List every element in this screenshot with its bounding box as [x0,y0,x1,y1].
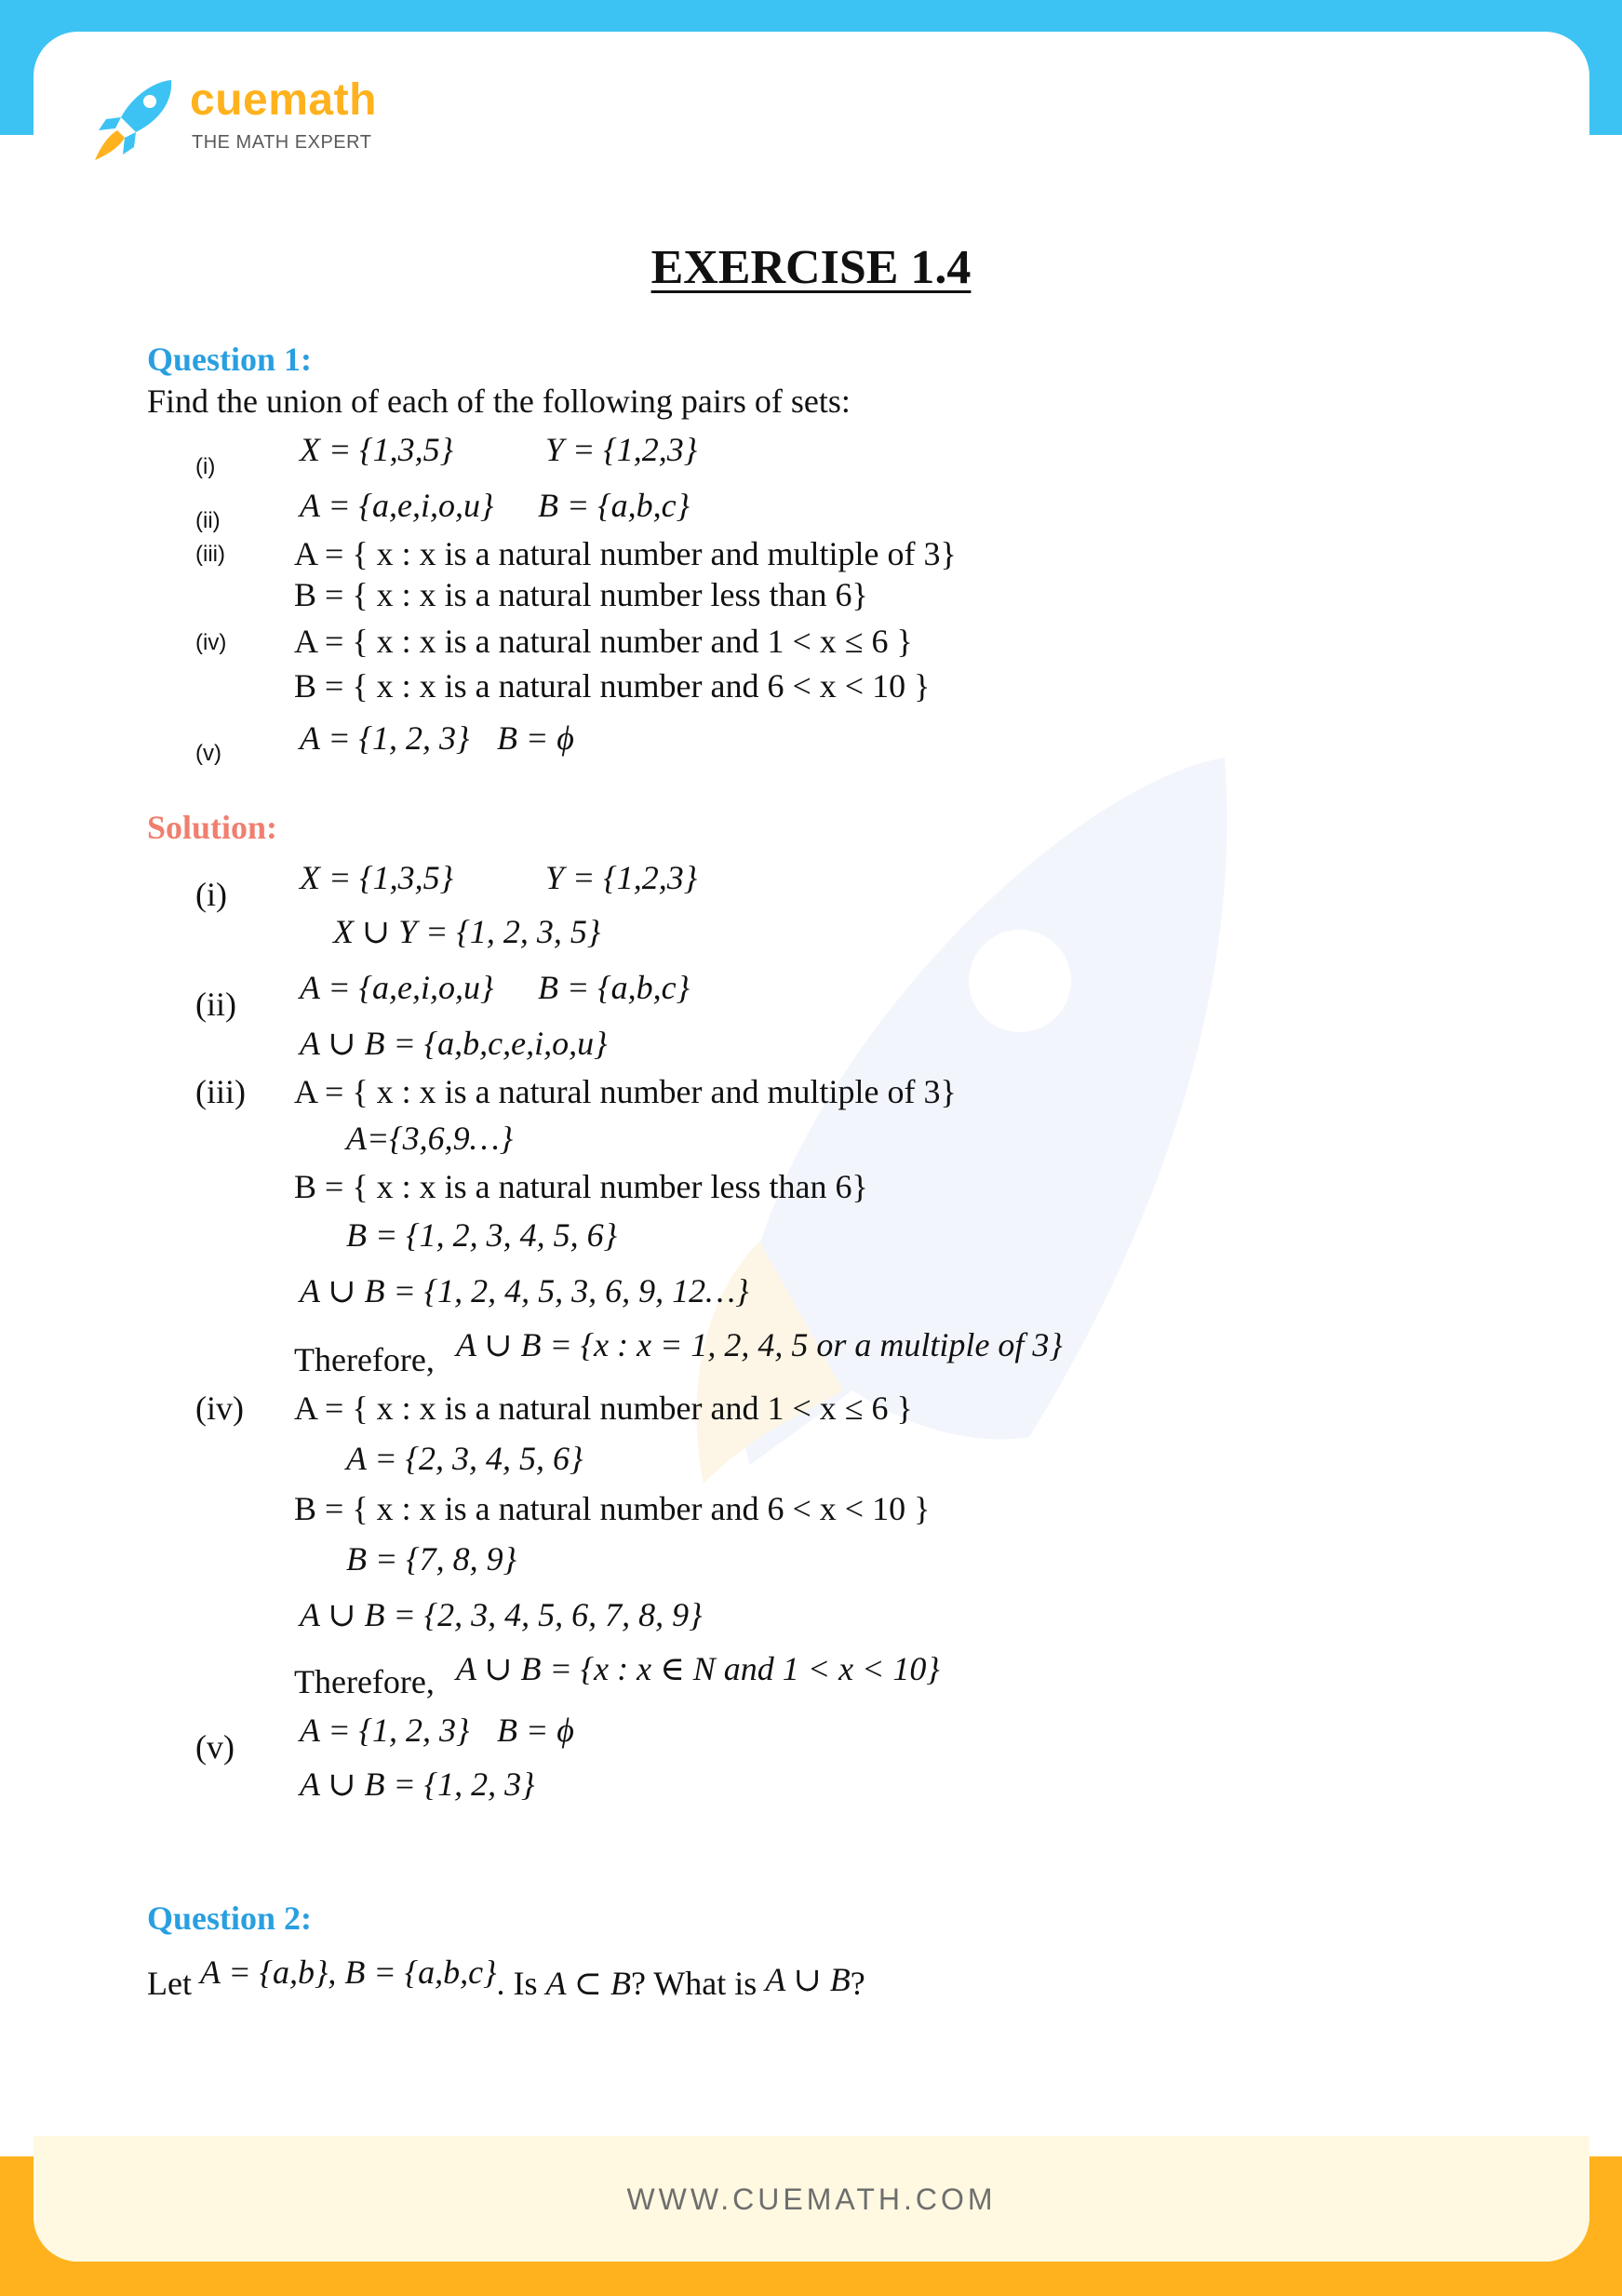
question2-text: Let A = {a,b}, B = {a,b,c}. Is A ⊂ B? What is A ∪ B? [147,1954,865,2002]
solution-line: A = { x : x is a natural number and 1 < x ≤ 6 } [294,1390,913,1427]
solution-line: A ∪ B = {1, 2, 3} [300,1766,535,1803]
q1-item-label: (ii) [195,508,221,533]
solution-item-label: (iv) [195,1390,244,1427]
q1-item-line: A = { x : x is a natural number and 1 < x ≤ 6 } [294,623,913,660]
q1-item-line: Y = {1,2,3} [545,431,698,468]
q1-item-line: A = { x : x is a natural number and multiple of 3} [294,535,957,572]
solution-item-label: (iii) [195,1073,246,1110]
solution-item-label: (v) [195,1728,235,1766]
solution-line: A ∪ B = {a,b,c,e,i,o,u} [300,1025,608,1062]
q1-item-line: X = {1,3,5} [300,431,454,468]
solution-line: Y = {1,2,3} [545,859,698,896]
brand-tagline: THE MATH EXPERT [192,132,372,153]
solution-line: A={3,6,9…} [346,1120,514,1157]
solution-line: X = {1,3,5} [300,859,454,896]
solution-line: A = {2, 3, 4, 5, 6} [346,1440,583,1477]
q1-item-line: B = { x : x is a natural number less than 6} [294,576,868,613]
q1-item-label: (iv) [195,630,227,655]
solution-line: A = {a,e,i,o,u} [300,969,494,1006]
question1-prompt: Find the union of each of the following pairs of sets: [147,383,851,420]
question2-heading: Question 2: [147,1900,313,1937]
solution-line: B = {a,b,c} [538,969,690,1006]
solution-line: B = ϕ [497,1712,574,1749]
page-title: EXERCISE 1.4 [650,241,972,294]
q1-item-line: B = {a,b,c} [538,487,690,524]
q1-item-line: B = ϕ [497,719,574,757]
solution-line: B = {7, 8, 9} [346,1540,517,1578]
q1-item-line: B = { x : x is a natural number and 6 < x < 10 } [294,667,931,705]
question1-heading: Question 1: [147,341,313,378]
q1-item-label: (v) [195,741,221,766]
q1-item-line: A = {1, 2, 3} [300,719,470,757]
solution-line: A ∪ B = {x : x ∈ N and 1 < x < 10} [456,1650,940,1687]
q1-item-label: (iii) [195,542,225,567]
solution-line: A ∪ B = {1, 2, 4, 5, 3, 6, 9, 12…} [300,1272,749,1309]
solution-item-label: (ii) [195,986,236,1023]
solution-line: A = {1, 2, 3} [300,1712,470,1749]
q1-item-label: (i) [195,454,216,479]
solution-line: A ∪ B = {x : x = 1, 2, 4, 5 or a multiple of 3} [456,1326,1063,1363]
solution-line: B = { x : x is a natural number less than 6} [294,1168,868,1205]
footer-url: WWW.CUEMATH.COM [626,2182,997,2216]
solution-line: B = {1, 2, 3, 4, 5, 6} [346,1216,618,1254]
q1-item-line: A = {a,e,i,o,u} [300,487,494,524]
solution-line: B = { x : x is a natural number and 6 < x < 10 } [294,1490,931,1527]
solution-line: Therefore, [294,1663,435,1700]
brand-name: cuemath [190,75,377,125]
solution-item-label: (i) [195,876,227,913]
solution-line: A ∪ B = {2, 3, 4, 5, 6, 7, 8, 9} [300,1596,703,1633]
solution-heading: Solution: [147,809,278,846]
solution-line: A = { x : x is a natural number and multiple of 3} [294,1073,957,1110]
solution-line: X ∪ Y = {1, 2, 3, 5} [333,913,601,950]
solution-line: Therefore, [294,1341,435,1378]
